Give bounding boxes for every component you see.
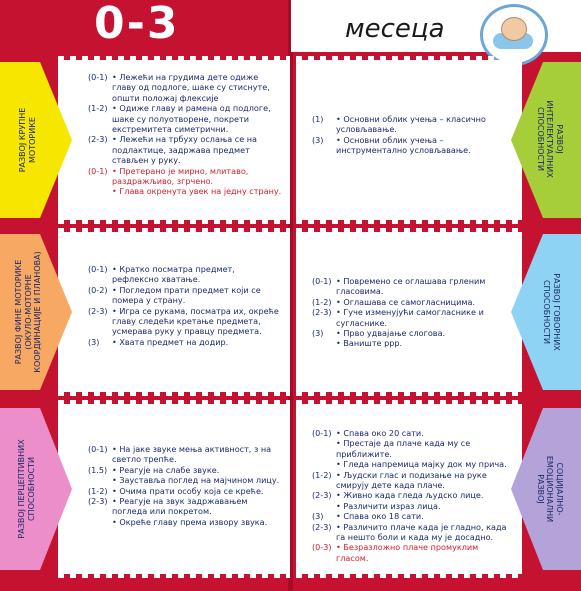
- milestone-age: (0-2): [88, 284, 108, 295]
- milestone-age: (3): [88, 336, 100, 347]
- milestone-age: (3): [312, 134, 324, 145]
- milestone-text: • Игра се рукама, посматра их, окреће главу следећи кретање предмета, усмерава руку у правцу предмета.: [112, 305, 279, 337]
- milestone-age: (1-2): [88, 103, 108, 114]
- milestone-age: (0-1): [312, 276, 332, 286]
- milestone-age: (1): [312, 114, 324, 124]
- milestone-item: [88, 166, 284, 187]
- label-speech: РАЗВОЈ ГОВОРНИХ СПОСОБНОСТИ: [542, 273, 561, 351]
- milestone-text: • Оглашава се самогласницима.: [336, 296, 476, 307]
- milestone-item: [88, 134, 284, 165]
- milestone-age: (0-1): [88, 72, 108, 82]
- milestone-text: • Одиже главу и рамена од подлоге, шаке су полуотворене, покрети екстремитета симетрични.: [112, 103, 271, 135]
- milestone-text: • Реагује на звук задржавањем погледа или покретом.: [112, 496, 248, 517]
- milestone-text: • Гуче изменујући самогласнике и сугласнике.: [336, 307, 484, 328]
- milestone-age: (2-3): [88, 134, 108, 145]
- milestone-item: [312, 276, 504, 297]
- milestone-item: [88, 517, 284, 527]
- milestone-item: [88, 475, 284, 485]
- milestone-item: [88, 306, 284, 337]
- milestone-text: • Лежећи на трбуху ослања се на подлактице, задржава предмет стављен у руку.: [112, 134, 257, 166]
- milestone-item: [88, 285, 284, 306]
- milestone-text: • Ваниште ррр.: [336, 338, 403, 349]
- milestone-item: [312, 328, 504, 338]
- milestone-item: [312, 542, 508, 563]
- milestone-item: [312, 114, 504, 135]
- age-unit-title: месеца: [345, 14, 445, 44]
- milestone-item: [312, 428, 508, 438]
- milestone-text: • Спава око 20 сати.: [336, 428, 424, 438]
- milestone-item: [312, 490, 508, 500]
- label-fine-motor: РАЗВОЈ ФИНЕ МОТОРИКЕ (ОКУЛО-МОТОРНЕ КООРДИНАЦИЈЕ И ПЛАНОВА): [14, 251, 42, 373]
- milestone-item: [88, 465, 284, 475]
- milestone-text: • Претерано је мирно, млитаво, раздражљиво, згрчено.: [112, 165, 249, 187]
- milestone-age: [312, 459, 336, 469]
- milestone-text: • Основни облик учења – класично условљавање.: [336, 114, 486, 135]
- milestone-age: (2-3): [88, 305, 108, 316]
- milestone-age: [88, 186, 112, 196]
- milestone-item: [88, 264, 284, 285]
- content-social: [312, 428, 508, 563]
- milestone-text: • Престаје да плаче када му се приближите.: [336, 438, 471, 459]
- milestone-item: [88, 496, 284, 517]
- milestone-text: • На јаке звуке мења активност, з на светло трепће.: [112, 444, 272, 465]
- milestone-item: [312, 438, 508, 459]
- content-speech: [312, 276, 504, 349]
- milestone-age: (3): [312, 328, 324, 339]
- milestone-text: • Очима прати особу која се креће.: [112, 485, 264, 496]
- milestone-age: (0-1): [88, 165, 108, 176]
- label-perceptual: РАЗВОЈ ПЕРЦЕПТИВНИХ СПОСОБНОСТИ: [17, 439, 36, 539]
- milestone-age: [312, 501, 336, 511]
- milestone-age: (2-3): [88, 496, 108, 507]
- milestone-text: • Људски глас и подизање на руке смирују дете када плаче.: [336, 469, 487, 491]
- milestone-text: • Повремено се оглашава грленим гласовима.: [336, 276, 486, 297]
- milestone-text: • Прво удвајање слогова.: [336, 328, 446, 339]
- milestone-age: (1-2): [312, 296, 332, 307]
- milestone-item: [88, 486, 284, 496]
- milestone-item: [312, 135, 504, 156]
- milestone-text: • Спава око 18 сати.: [336, 511, 424, 522]
- milestone-text: • Основни облик учења – инструментално условљавање.: [336, 134, 471, 156]
- milestone-text: • Гледа напремица мајку док му прича.: [336, 459, 507, 470]
- milestone-text: • Хвата предмет на додир.: [112, 336, 229, 347]
- milestone-age: [312, 338, 336, 348]
- milestone-item: [88, 186, 284, 196]
- milestone-text: • Реагује на слабе звуке.: [112, 464, 220, 475]
- baby-head-shape: [501, 17, 527, 41]
- milestone-text: • Окреће главу према извору звука.: [112, 516, 268, 527]
- milestone-age: (0-1): [88, 444, 108, 454]
- milestone-text: • Безразложно плаче промуклим гласом.: [336, 542, 479, 563]
- milestone-age: [312, 438, 336, 459]
- content-gross-motor: [88, 72, 284, 197]
- milestone-age: (1-2): [88, 485, 108, 496]
- milestone-text: • Различито плаче када је гладно, када га нешто боли и када му је досадно.: [336, 521, 507, 543]
- milestone-item: [312, 470, 508, 491]
- milestone-item: [88, 444, 284, 465]
- age-range-title: 0-3: [94, 0, 180, 49]
- milestone-item: [312, 522, 508, 543]
- milestone-text: • Лежећи на грудима дете одиже главу од подлоге, шаке су стиснуте, општи положај флексије: [112, 72, 270, 103]
- milestone-age: [88, 517, 112, 527]
- milestone-age: (2-3): [312, 307, 332, 318]
- milestone-item: [312, 511, 508, 521]
- label-intellectual: РАЗВОЈ ИНТЕЛЕКТУАЛНИХ СПОСОБНОСТИ: [536, 100, 564, 178]
- milestone-age: (1.5): [88, 464, 108, 475]
- milestone-age: (1-2): [312, 469, 332, 480]
- content-intellectual: [312, 114, 504, 156]
- milestone-item: [312, 501, 508, 511]
- milestone-item: [312, 459, 508, 469]
- milestone-text: • Глава окренута увек на једну страну.: [112, 186, 282, 197]
- milestone-age: (0-3): [312, 542, 332, 553]
- milestone-item: [88, 103, 284, 134]
- milestone-text: • Кратко посматра предмет, рефлексно хватање.: [112, 264, 235, 285]
- milestone-age: [88, 475, 112, 485]
- milestone-text: • Живно када гледа људско лице.: [336, 490, 484, 501]
- milestone-item: [312, 307, 504, 328]
- milestone-item: [88, 337, 284, 347]
- milestone-age: (2-3): [312, 521, 332, 532]
- milestone-item: [88, 72, 284, 103]
- content-fine-motor: [88, 264, 284, 347]
- label-gross-motor: РАЗВОЈ КРУПНЕ МОТОРИКЕ: [18, 107, 37, 173]
- milestone-age: (3): [312, 511, 324, 522]
- milestone-age: (2-3): [312, 490, 332, 501]
- milestone-text: • Различити израз лица.: [336, 500, 441, 511]
- milestone-text: • Зауставља поглед на мајчином лицу.: [112, 475, 280, 486]
- milestone-age: (0-1): [88, 264, 108, 274]
- content-perceptual: [88, 444, 284, 527]
- milestone-item: [312, 297, 504, 307]
- milestone-text: • Погледом прати предмет који се помера у страну.: [112, 284, 261, 306]
- label-social: СОЦИЈАЛНО- ЕМОЦИОНАЛНИ РАЗВОЈ: [536, 455, 564, 523]
- milestone-age: (0-1): [312, 428, 332, 438]
- milestone-item: [312, 338, 504, 348]
